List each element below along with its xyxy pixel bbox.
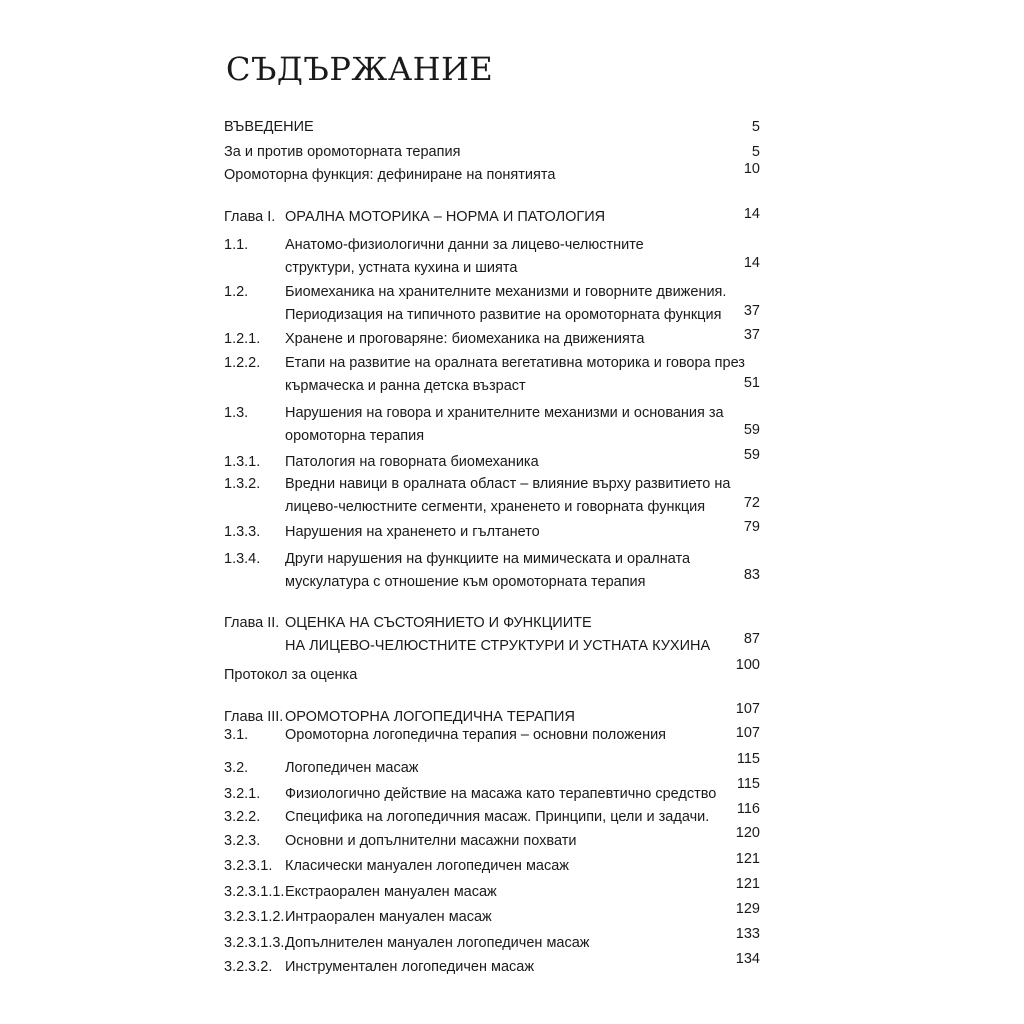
toc-entry-title: За и против оромоторната терапия (224, 144, 461, 160)
toc-entry-page: 14 (743, 206, 760, 222)
toc-entry-page: 79 (743, 519, 760, 535)
toc-entry-page: 5 (751, 119, 760, 135)
toc-entry-title: Периодизация на типичното развитие на оромоторната функция (285, 307, 722, 323)
toc-entry-page: 87 (743, 631, 760, 647)
toc-entry-number: 1.3.2. (224, 476, 261, 492)
toc-entry-title: Основни и допълнителни масажни похвати (285, 833, 577, 849)
toc-entry-title: ОРОМОТОРНА ЛОГОПЕДИЧНА ТЕРАПИЯ (285, 709, 575, 725)
toc-entry-number: 1.3.3. (224, 524, 261, 540)
toc-entry-title: Хранене и проговаряне: биомеханика на движенията (285, 331, 645, 347)
toc-entry-title: лицево-челюстните сегменти, храненето и говорната функция (285, 499, 706, 515)
toc-entry-number: 3.2.3. (224, 833, 261, 849)
toc-entry-page: 83 (743, 567, 760, 583)
toc-entry-title: Екстраорален мануален масаж (285, 884, 497, 900)
toc-entry-title: Патология на говорната биомеханика (285, 454, 539, 470)
toc-entry-number: 3.2.3.1.3. (224, 935, 285, 951)
toc-entry-page: 100 (735, 657, 760, 673)
toc-entry-number: 3.2.3.1.1. (224, 884, 285, 900)
toc-entry-page: 14 (743, 255, 760, 271)
toc-entry-page: 133 (735, 926, 760, 942)
toc-entry-page: 5 (751, 144, 760, 160)
toc-entry-page: 129 (735, 901, 760, 917)
toc-entry-title: Етапи на развитие на оралната вегетативна моторика и говора през (285, 355, 745, 371)
toc-entry-title: Други нарушения на функциите на мимическата и оралната (285, 551, 691, 567)
toc-entry-title: Инструментален логопедичен масаж (285, 959, 535, 975)
toc-entry-page: 116 (736, 801, 760, 817)
toc-entry-number: 1.3.1. (224, 454, 261, 470)
toc-entry-number: 3.2.1. (224, 786, 261, 802)
toc-entry-number: 1.2. (224, 284, 249, 300)
toc-entry-number: 3.2.3.2. (224, 959, 273, 975)
toc-entry-title: Биомеханика на хранителните механизми и говорните движения. (285, 284, 727, 300)
toc-entry-page: 37 (743, 327, 760, 343)
toc-entry-title: Допълнителен мануален логопедичен масаж (285, 935, 590, 951)
toc-entry-title: Логопедичен масаж (285, 760, 419, 776)
toc-entry-title: Класически мануален логопедичен масаж (285, 858, 569, 874)
toc-entry-title: кърмаческа и ранна детска възраст (285, 378, 526, 394)
toc-entry-page: 107 (735, 725, 760, 741)
toc-entry-title: Анатомо-физиологични данни за лицево-челюстните (285, 237, 644, 253)
toc-entry-number: Глава I. (224, 209, 276, 225)
toc-entry-number: 1.1. (224, 237, 249, 253)
toc-entry-page: 72 (743, 495, 760, 511)
toc-entry-page: 121 (735, 851, 760, 867)
toc-entry-title: ОРАЛНА МОТОРИКА – НОРМА И ПАТОЛОГИЯ (285, 209, 606, 225)
toc-entry-title: ВЪВЕДЕНИЕ (224, 119, 314, 135)
toc-entry-title: Протокол за оценка (224, 667, 358, 683)
toc-entry-title: НА ЛИЦЕВО-ЧЕЛЮСТНИТЕ СТРУКТУРИ И УСТНАТА КУХИНА (285, 638, 711, 654)
toc-entry-title: Нарушения на говора и хранителните механизми и основания за (285, 405, 724, 421)
toc-entry-title: Нарушения на храненето и гълтането (285, 524, 540, 540)
toc-entry-title: структури, устната кухина и шията (285, 260, 518, 276)
toc-entry-number: Глава III. (224, 709, 284, 725)
toc-entry-title: ОЦЕНКА НА СЪСТОЯНИЕТО И ФУНКЦИИТЕ (285, 615, 592, 631)
toc-entry-number: 3.2.3.1. (224, 858, 273, 874)
toc-entry-title: Оромоторна функция: дефиниране на понятията (224, 167, 556, 183)
toc-entry-number: 1.3.4. (224, 551, 261, 567)
toc-title: СЪДЪРЖАНИЕ (226, 50, 494, 88)
toc-entry-number: 3.2.3.1.2. (224, 909, 285, 925)
toc-entry-number: 3.2.2. (224, 809, 261, 825)
toc-entry-page: 59 (743, 447, 760, 463)
toc-entry-number: 3.1. (224, 727, 249, 743)
toc-entry-page: 120 (735, 825, 760, 841)
toc-entry-title: мускулатура с отношение към оромоторната терапия (285, 574, 646, 590)
toc-entry-number: 1.2.2. (224, 355, 261, 371)
toc-entry-page: 51 (743, 375, 760, 391)
toc-entry-title: Интраорален мануален масаж (285, 909, 492, 925)
toc-entry-title: Специфика на логопедичния масаж. Принципи, цели и задачи. (285, 809, 710, 825)
toc-entry-page: 107 (735, 701, 760, 717)
toc-entry-page: 134 (735, 951, 760, 967)
toc-entry-title: Физиологично действие на масажа като терапевтично средство (285, 786, 717, 802)
toc-entry-page: 115 (736, 776, 760, 792)
toc-entry-page: 121 (735, 876, 760, 892)
toc-entry-title: Вредни навици в оралната област – влияние върху развитието на (285, 476, 731, 492)
toc-entry-page: 115 (736, 751, 760, 767)
toc-entry-number: Глава II. (224, 615, 280, 631)
toc-entry-page: 10 (743, 161, 760, 177)
toc-entry-title: Оромоторна логопедична терапия – основни положения (285, 727, 667, 743)
toc-entry-number: 1.2.1. (224, 331, 261, 347)
toc-entry-number: 1.3. (224, 405, 249, 421)
toc-entry-title: оромоторна терапия (285, 428, 425, 444)
toc-entry-page: 37 (743, 303, 760, 319)
toc-entry-page: 59 (743, 422, 760, 438)
toc-entry-number: 3.2. (224, 760, 249, 776)
